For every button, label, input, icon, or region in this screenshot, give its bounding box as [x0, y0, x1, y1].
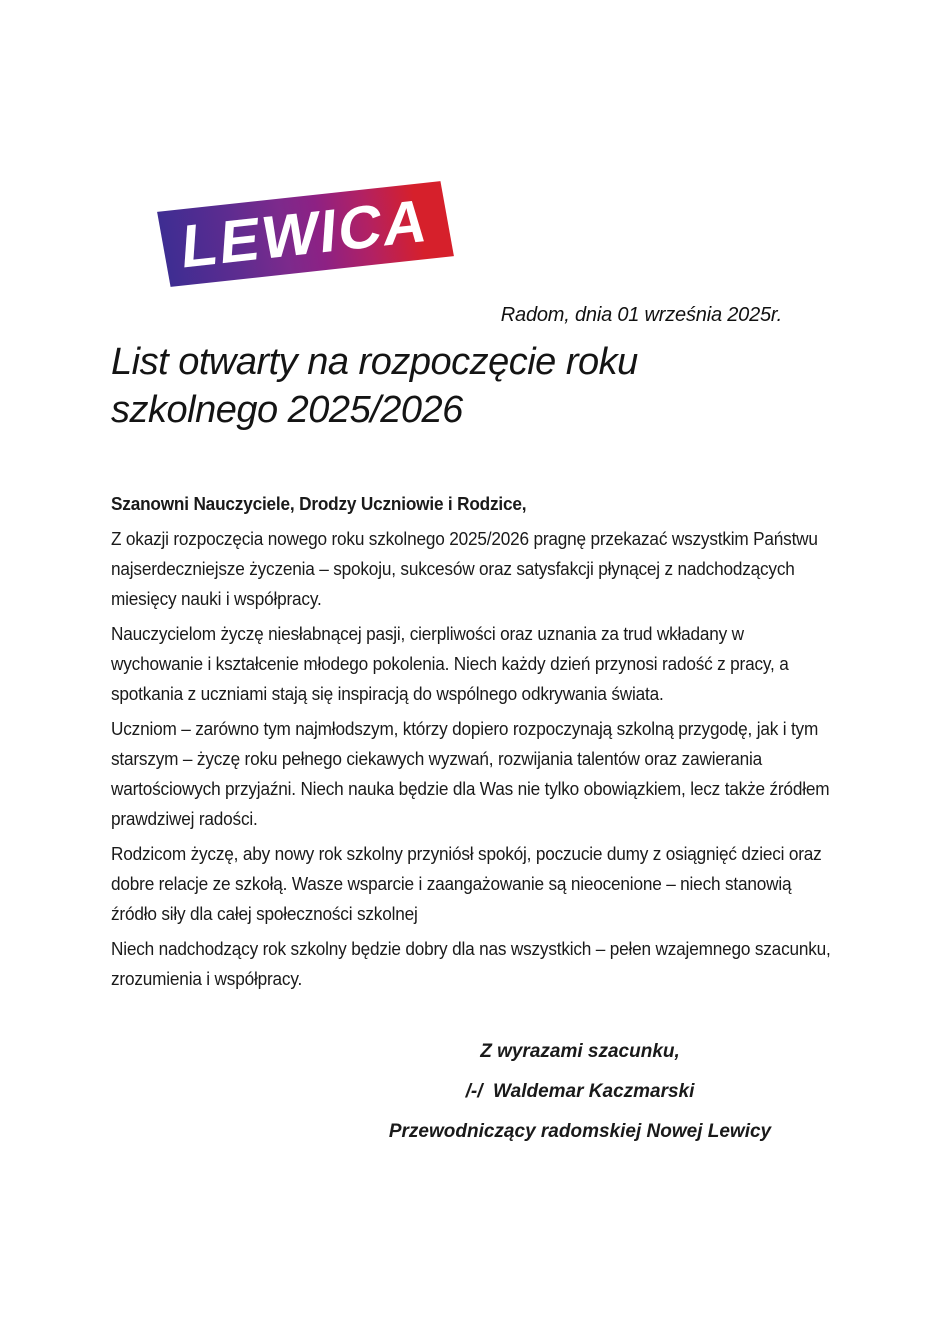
letter-body	[111, 489, 836, 999]
lewica-logo-text: LEWICA	[179, 186, 432, 281]
paragraph-students: Uczniom – zarówno tym najmłodszym, którzy dopiero rozpoczynają szkolną przygodę, jak i tym starszym – życzę roku pełnego ciekawych wyzwań, rozwijania talentów oraz zawierania wartościowych przyjaźni. Niech nauka będzie dla Was nie tylko obowiązkiem, lecz także źródłem prawdziwej radości.	[111, 718, 830, 829]
salutation: Szanowni Nauczyciele, Drodzy Uczniowie i Rodzice,	[111, 493, 527, 514]
lewica-logo	[157, 181, 454, 287]
paragraph-closing-wish: Niech nadchodzący rok szkolny będzie dobry dla nas wszystkich – pełen wzajemnego szacunku, zrozumienia i współpracy.	[111, 938, 831, 989]
signature-block	[230, 1040, 930, 1160]
signature-role: Przewodniczący radomskiej Nowej Lewicy	[388, 1121, 772, 1142]
paragraph-teachers: Nauczycielom życzę niesłabnącej pasji, cierpliwości oraz uznania za trud wkładany w wychowanie i kształcenie młodego pokolenia. Niech każdy dzień przynosi radość z pracy, a spotkania z uczniami stają się inspiracją do wspólnego odkrywania świata.	[111, 623, 789, 704]
signature-name: /-/ Waldemar Kaczmarski	[465, 1081, 695, 1102]
letter-title: List otwarty na rozpoczęcie roku szkolnego 2025/2026	[111, 341, 638, 431]
signature-closing: Z wyrazami szacunku,	[480, 1041, 680, 1062]
paragraph-parents: Rodzicom życzę, aby nowy rok szkolny przyniósł spokój, poczucie dumy z osiągnięć dzieci oraz dobre relacje ze szkołą. Wasze wsparcie i zaangażowanie są nieocenione – niech stanowią źródło siły dla całej społeczności szkolnej	[111, 843, 822, 924]
date-line: Radom, dnia 01 września 2025r.	[500, 304, 782, 326]
paragraph-wishes-general: Z okazji rozpoczęcia nowego roku szkolnego 2025/2026 pragnę przekazać wszystkim Państwu najserdeczniejsze życzenia – spokoju, sukcesów oraz satysfakcji płynącej z nadchodzących miesięcy nauki i współpracy.	[111, 528, 818, 609]
